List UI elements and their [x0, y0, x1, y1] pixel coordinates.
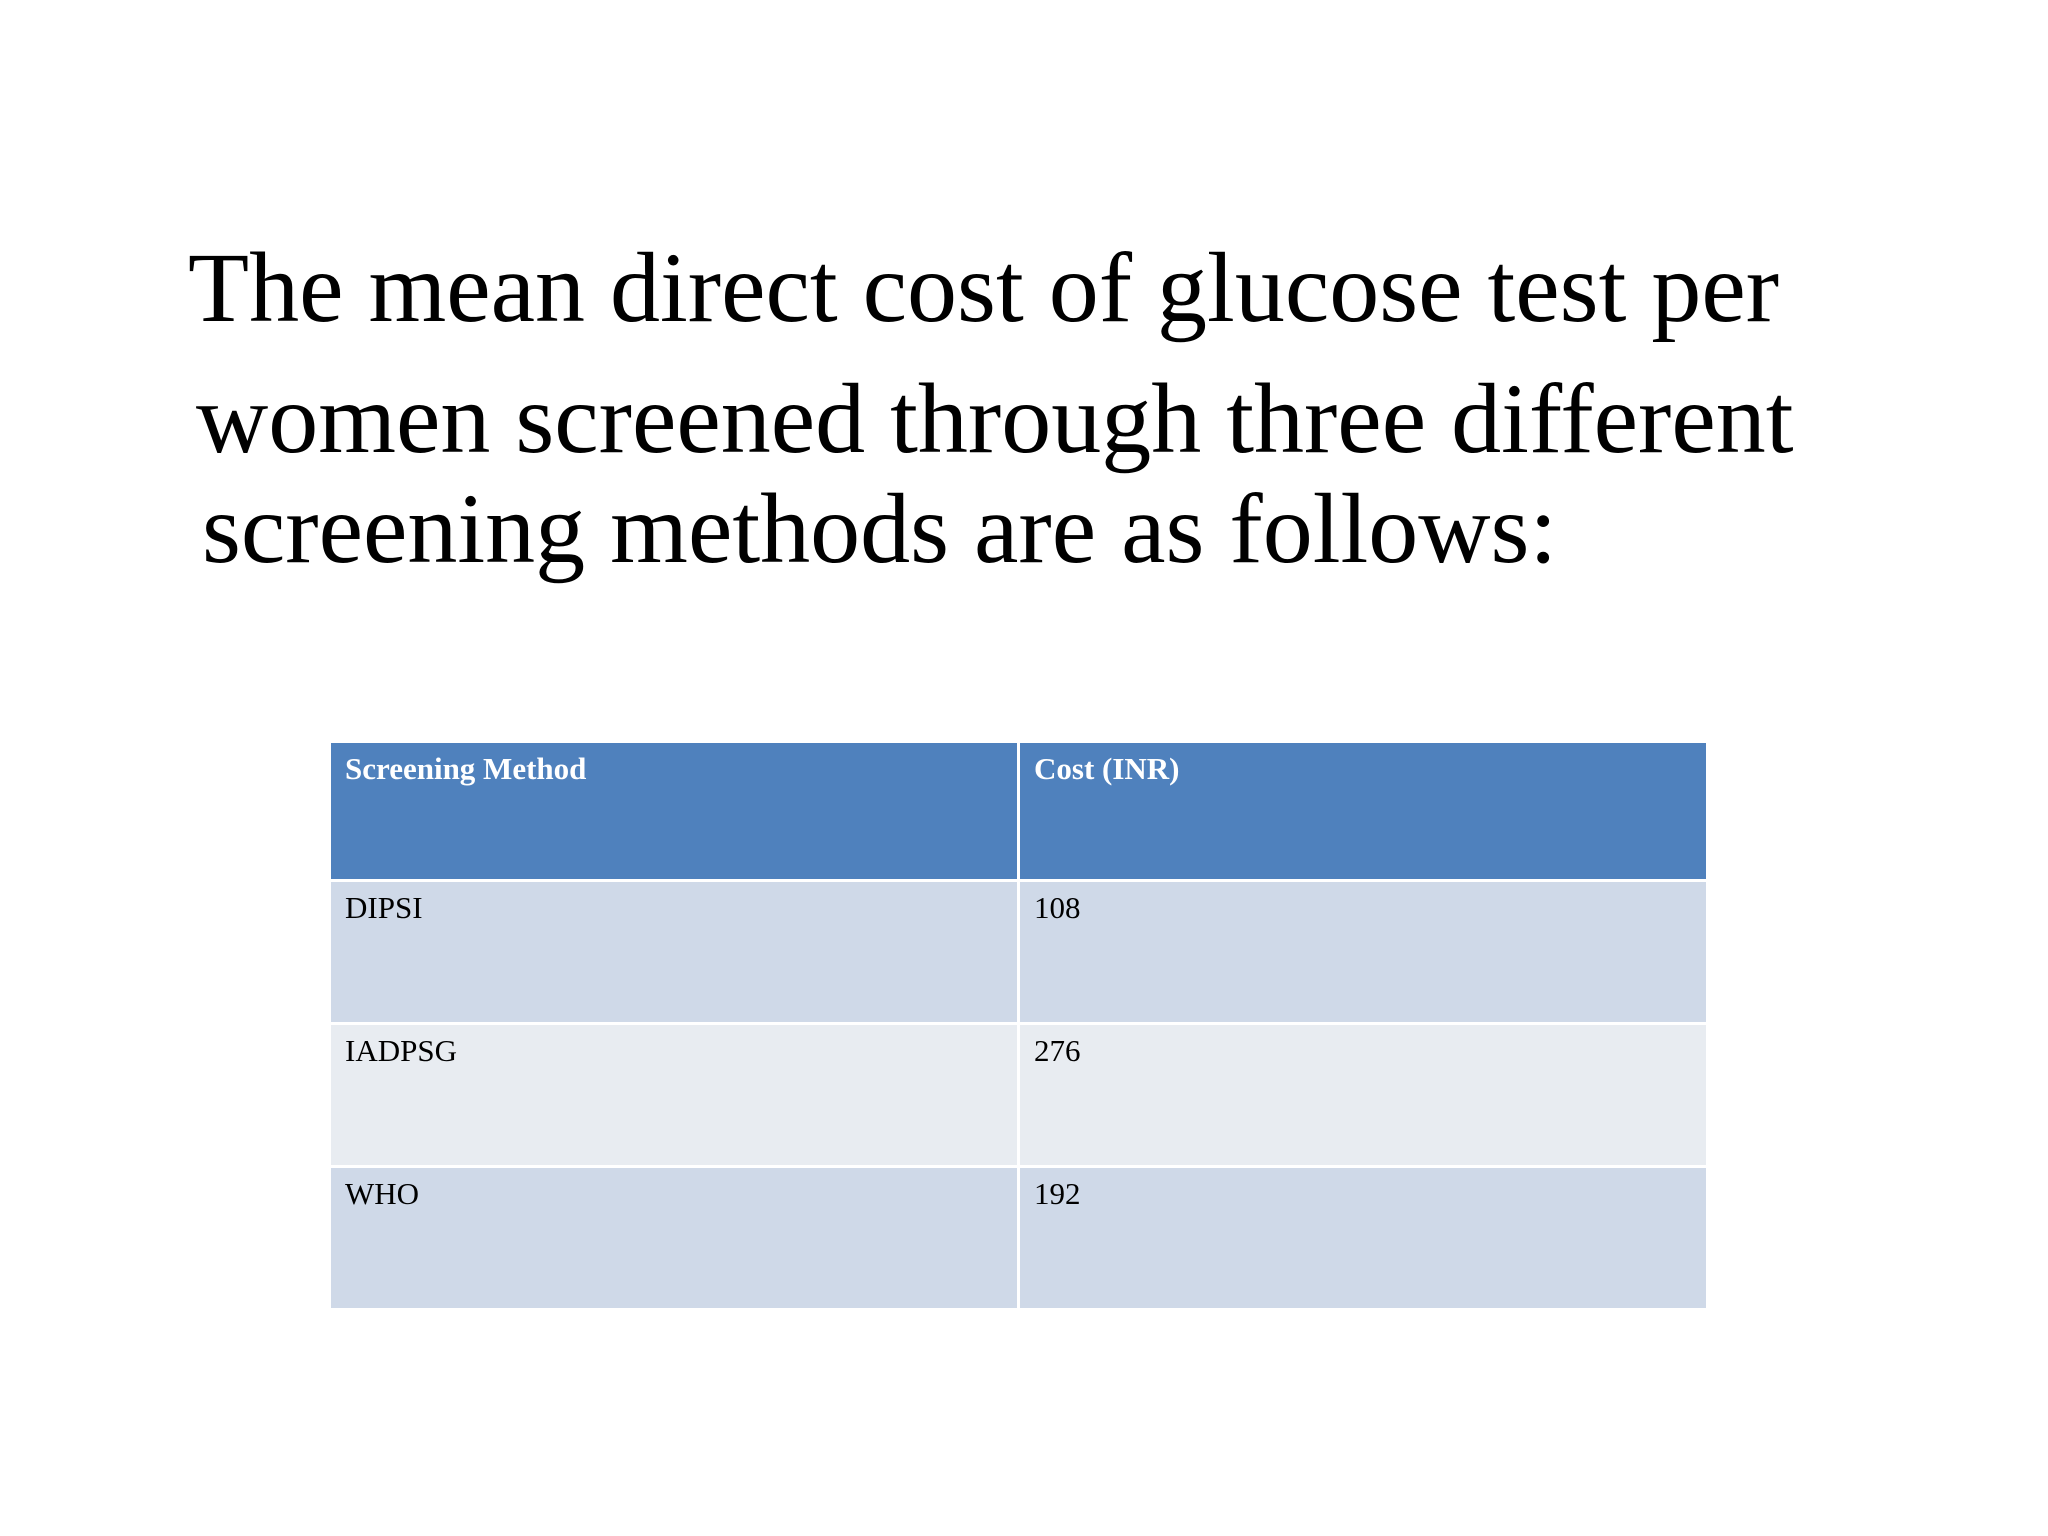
header-screening-method: Screening Method	[331, 743, 1017, 879]
table-row	[331, 882, 1706, 1022]
heading-line-2: women screened through three different	[196, 363, 1794, 474]
cell-method: DIPSI	[331, 882, 1017, 1022]
cell-method: IADPSG	[331, 1025, 1017, 1165]
slide-heading	[0, 0, 2048, 600]
cell-cost: 192	[1020, 1168, 1706, 1308]
heading-line-1: The mean direct cost of glucose test per	[188, 232, 1780, 343]
cost-table	[328, 740, 1709, 1311]
cell-method: WHO	[331, 1168, 1017, 1308]
header-cost: Cost (INR)	[1020, 743, 1706, 879]
table-row	[331, 1168, 1706, 1308]
table-header-row	[331, 743, 1706, 879]
heading-line-3: screening methods are as follows:	[202, 473, 1558, 584]
cell-cost: 108	[1020, 882, 1706, 1022]
cell-cost: 276	[1020, 1025, 1706, 1165]
table-row	[331, 1025, 1706, 1165]
